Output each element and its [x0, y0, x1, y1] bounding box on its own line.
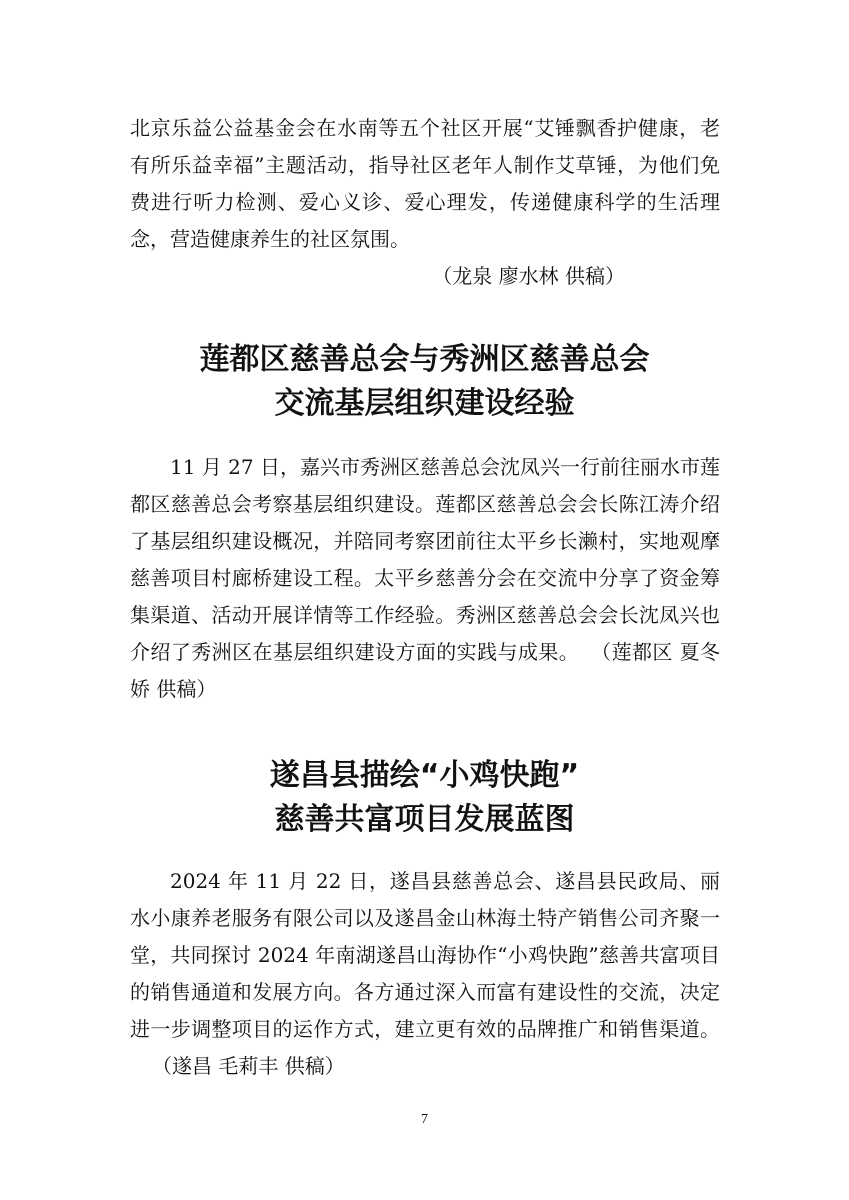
article-title-line: 交流基层组织建设经验	[274, 386, 575, 421]
article-body	[130, 863, 720, 1085]
article-credit: （遂昌 毛莉丰 供稿）	[152, 1054, 345, 1078]
article-credit: （龙泉 廖水林 供稿）	[432, 264, 625, 288]
article-title-line: 慈善共富项目发展蓝图	[274, 802, 575, 837]
article-title-line: 莲都区慈善总会与秀洲区慈善总会	[199, 342, 650, 377]
article-body: 北京乐益公益基金会在水南等五个社区开展“艾锤飘香护健康，老有所乐益幸福”主题活动，指导社区老年人制作艾草锤，为他们免费进行听力检测、爱心义诊、爱心理发，传递健康科学的生活理念，营造健康养生的社区氛围。	[130, 116, 720, 251]
page-number: 7	[421, 1112, 428, 1127]
article-body	[130, 449, 720, 708]
article-title-line: 遂昌县描绘“小鸡快跑”	[269, 758, 580, 793]
article-text: 11 月 27 日，嘉兴市秀洲区慈善总会沈凤兴一行前往丽水市莲都区慈善总会考察基层组织建设。莲都区慈善总会会长陈江涛介绍了基层组织建设概况，并陪同考察团前往太平乡长濑村，实地观摩慈善项目村廊桥建设工程。太平乡慈善分会在交流中分享了资金筹集渠道、活动开展详情等工作经验。秀洲区慈善总会会长沈凤兴也介绍了秀洲区在基层组织建设方面的实践与成果。	[130, 455, 720, 664]
article-text: 2024 年 11 月 22 日，遂昌县慈善总会、遂昌县民政局、丽水小康养老服务有限公司以及遂昌金山林海土特产销售公司齐聚一堂，共同探讨 2024 年南湖遂昌山海协作“小鸡快跑”慈善共富项目的销售通道和发展方向。各方通过深入而富有建设性的交流，决定进一步调整项目的运作方式，建立更有效的品牌推广和销售渠道。	[130, 869, 720, 1041]
article-continuation	[130, 110, 720, 295]
article-lianduqu	[130, 449, 720, 708]
article-credit: （莲都区 夏冬娇 供稿）	[130, 640, 721, 701]
article-title	[0, 338, 849, 426]
article-title	[0, 754, 849, 842]
article-suichang	[130, 863, 720, 1085]
